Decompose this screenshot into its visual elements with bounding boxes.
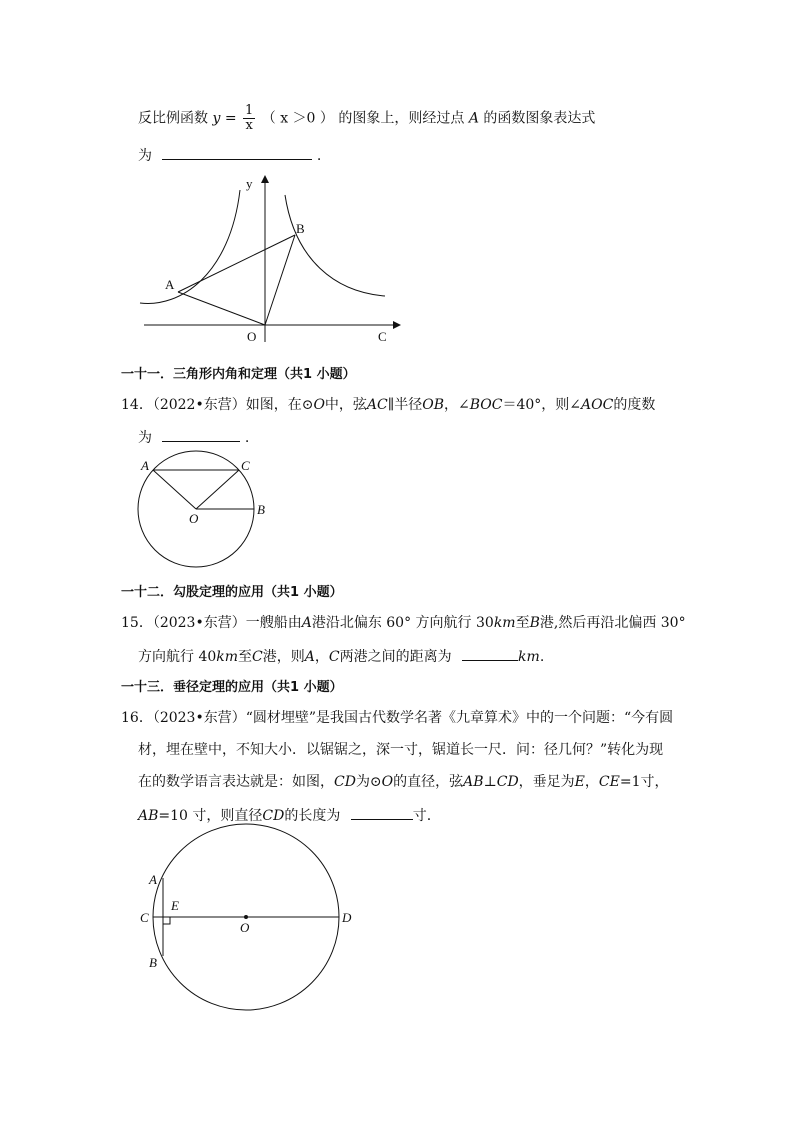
q13-point-a: A	[468, 110, 479, 127]
q16-var: AB	[138, 808, 159, 824]
q13-figure	[130, 170, 410, 350]
q14-period: .	[244, 430, 250, 446]
center-point	[244, 915, 248, 919]
label-o: O	[247, 329, 257, 344]
answer-blank[interactable]	[351, 805, 413, 820]
q13-line1	[138, 104, 595, 133]
label-a: A	[165, 277, 175, 292]
section-11-heading: 一十一．三角形内角和定理（共1 小题）	[121, 367, 356, 382]
answer-blank[interactable]	[162, 427, 240, 442]
q15-period: .	[539, 649, 545, 665]
q16-text: 寸.	[412, 808, 432, 824]
q15-var: A	[301, 615, 312, 631]
segment-o-a	[153, 470, 196, 509]
q14-var: AC	[366, 397, 388, 413]
label-b: B	[257, 502, 265, 517]
q16-var: CD	[496, 774, 519, 790]
q13-text: 为	[138, 148, 152, 164]
right-angle-mark	[163, 917, 170, 924]
label-o: O	[189, 511, 199, 526]
q14-var: O	[313, 397, 325, 413]
q16-text: 的长度为	[284, 808, 341, 824]
q15-unit: km	[518, 649, 540, 665]
frac-denominator: x	[245, 118, 253, 133]
q14-var: OB	[422, 397, 444, 413]
q16-text: 的直径，弦	[393, 774, 464, 790]
label-c: C	[241, 458, 250, 473]
q14-figure	[130, 450, 280, 575]
q13-period: .	[316, 148, 322, 164]
q15-line2	[138, 646, 544, 666]
q14-text: ＝40°，则∠	[502, 397, 582, 413]
label-c: C	[140, 910, 149, 925]
q15-text: 港沿北偏东 60° 方向航行 30	[311, 615, 494, 631]
q13-condition: （ x ＞0 ）	[261, 110, 334, 127]
q16-text: 在的数学语言表达就是：如图，	[138, 774, 334, 790]
q15-text: 港，则	[262, 649, 305, 665]
q14-text: 14．（2022•东营）如图，在⊙	[121, 397, 314, 413]
q15-text: ，	[314, 649, 329, 665]
q16-var: CE	[598, 774, 620, 790]
q14-var: AOC	[581, 397, 614, 413]
q16-var: CD	[262, 808, 285, 824]
q15-unit: km	[493, 615, 516, 631]
q15-text: 两港之间的距离为	[339, 649, 452, 665]
segment-o-c	[196, 470, 239, 509]
segment-a-b	[178, 235, 295, 292]
q16-var: E	[574, 774, 585, 790]
q16-text: ⊥	[483, 774, 497, 790]
q15-var: B	[529, 615, 540, 631]
label-c: C	[378, 329, 387, 344]
q14-var: BOC	[469, 397, 503, 413]
frac-numerator: 1	[245, 103, 254, 118]
q16-line1: 16．（2023•东营）“圆材埋壁”是我国古代数学名著《九章算术》中的一个问题：“今有圆	[121, 710, 674, 726]
section-13-heading: 一十三．垂径定理的应用（共1 小题）	[121, 680, 343, 695]
label-d: D	[342, 910, 352, 925]
q15-line1	[121, 614, 686, 632]
label-y: y	[246, 176, 253, 191]
q15-text: 至	[515, 615, 530, 631]
q15-text: 港,然后再沿北偏西 30°	[539, 615, 686, 631]
segment-b-o	[265, 235, 295, 325]
q13-equals: =	[224, 110, 237, 127]
q16-text: =1寸，	[619, 774, 669, 790]
q16-var: CD	[334, 774, 356, 790]
q16-var: O	[381, 774, 394, 790]
q13-var-y: y	[212, 110, 221, 127]
label-a: A	[141, 458, 149, 473]
q16-figure	[130, 822, 370, 1017]
q15-var: C	[252, 649, 263, 665]
q15-var: A	[304, 649, 315, 665]
q16-text: =10 寸，则直径	[158, 808, 263, 824]
q15-text: 至	[238, 649, 253, 665]
q15-text: 方向航行 40	[138, 649, 217, 665]
q15-var: C	[328, 649, 340, 665]
q15-unit: km	[216, 649, 239, 665]
label-b: B	[296, 221, 305, 236]
q14-text: 的度数	[613, 397, 656, 413]
label-o: O	[240, 920, 250, 935]
q16-text: ，垂足为	[518, 774, 575, 790]
q14-text: ∥半径	[387, 397, 423, 413]
label-e: E	[171, 898, 179, 913]
label-b: B	[149, 955, 157, 970]
answer-blank[interactable]	[162, 145, 312, 160]
q13-text: 的函数图象表达式	[483, 110, 596, 127]
q16-text: 为⊙	[355, 774, 382, 790]
q16-line3	[138, 773, 668, 791]
q15-text: 15．（2023•东营）一艘船由	[121, 615, 302, 631]
label-a: A	[149, 872, 157, 887]
q14-line1	[121, 396, 655, 414]
q14-text: 为	[138, 430, 152, 446]
q14-line2	[138, 427, 249, 447]
section-12-heading: 一十二．勾股定理的应用（共1 小题）	[121, 585, 343, 600]
segment-a-o	[178, 292, 265, 325]
answer-blank[interactable]	[462, 646, 518, 661]
q16-text: ，	[584, 774, 599, 790]
right-hyperbola-branch	[285, 195, 385, 296]
q13-text: 反比例函数	[138, 110, 208, 127]
q16-var: AB	[463, 774, 484, 790]
q16-line2: 材，埋在壁中，不知大小．以锯锯之，深一寸，锯道长一尺．问：径几何？”转化为现	[138, 742, 664, 758]
q14-text: ，∠	[443, 397, 470, 413]
q13-text: 的图象上，则经过点	[338, 110, 465, 127]
q14-text: 中，弦	[324, 397, 367, 413]
q13-line2	[138, 145, 321, 165]
fraction-1-over-x	[243, 104, 255, 133]
